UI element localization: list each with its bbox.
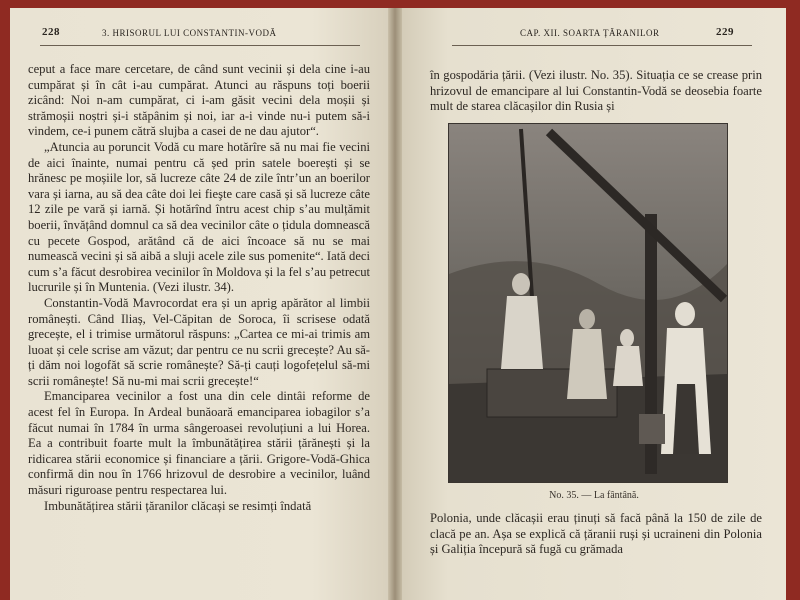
right-page-header <box>424 26 764 42</box>
paragraph: în gospodăria țării. (Vezi ilustr. No. 35). Situația ce se crease prin hrizovul de emancipare al lui Constantin-Vodă se deosebia foarte mult de starea clăcașilor din Rusia și <box>430 68 762 114</box>
left-page-body <box>28 62 370 514</box>
figure-photo <box>448 123 728 483</box>
right-page-bottom-text <box>430 511 762 558</box>
well-scene-illustration <box>449 124 727 482</box>
right-running-head: CAP. XII. SOARTA ȚĂRANILOR <box>520 28 660 38</box>
right-page-top-text <box>430 68 762 115</box>
left-page-header <box>32 26 366 42</box>
paragraph: „Atuncia au poruncit Vodă cu mare hotărîre să nu mai fie vecini de aici înainte, numai pentru că șed prin satele boerești și se hrănesc pe moșiile lor, să lucreze câte 24 de zile într’un an boerilor vara și iarna, au să dea câte doi lei fieşte care casă și să lucreze câte 12 zile pe vară și iarnă. Și hotărînd întru acest chip s’au mulțămit boerii, învățând domnul ca să dea vecinilor câte o țidula domnească cu pecete Gospod, arătând că de aici încoace să nu se mai numească vecini și să aibă a sluji acele zile sus pomenite“. Iată deci cum s’a făcut desrobirea vecinilor în Moldova și la fel s’au petrecut lucrurile și în Muntenia. (Vezi ilustr. 34). <box>28 139 370 295</box>
book-gutter <box>388 8 402 600</box>
left-page <box>10 8 388 600</box>
paragraph: Imbunătățirea stării țăranilor clăcași se resimți îndată <box>44 498 312 513</box>
paragraph: ceput a face mare cercetare, de când sunt vecinii și dela cine i-au cumpărat și în cât i-au cumpărat. Atunci au răspuns toți boerii zicând: Noi n-am cumpărat, ci i-am găsit vecini dela moșii și strămoșii noștri și-i stăpânim și noi, iar a-i vinde nu-i putem să-i vindem, ce-i punem cătră slujba a casei de ne dau ajutor“. <box>28 62 370 139</box>
right-page-number: 229 <box>716 26 734 38</box>
right-header-rule <box>452 45 752 46</box>
right-page <box>402 8 786 600</box>
left-running-head: 3. HRISORUL LUI CONSTANTIN-VODĂ <box>102 28 277 38</box>
left-page-number: 228 <box>42 26 60 38</box>
paragraph: Emanciparea vecinilor a fost una din cele dintâi reforme de acest fel în Europa. In Ardeal bunăoară emanciparea iobagilor s’a făcut numai în 1784 în urma sângeroasei revoluțiuni a lui Horea. Ea a contribuit foarte mult la îmbunătățirea stării țărănești și la ridicarea stării economice și financiare a țării. Grigore-Vodă-Ghica confirmă din nou în 1766 hrizovul de desrobire a vecinilor, luând măsuri riguroase pentru respectarea lui. <box>28 389 370 498</box>
paragraph: Constantin-Vodă Mavrocordat era și un aprig apărător al limbii românești. Când Iliaș, Vel-Căpitan de Soroca, îi scrisese odată grecește, el i trimise următorul răspuns: „Cartea ce mi-ai trimis am luoat și cele scrise am văzut; dar pentru ce nu scrii grecește? Au să-ți dăm noi logofăt să scrie românește? Să-ți cauți logofețelul să-mi scrii românește! Să nu-mi mai scrii grecește!“ <box>28 295 370 388</box>
left-header-rule <box>40 45 360 46</box>
paragraph: Polonia, unde clăcașii erau ținuți să facă până la 150 de zile de clacă pe an. Așa se explică că țăranii ruși și ucraineni din Polonia și Galiția începură să fugă cu grămada <box>430 511 762 557</box>
figure-caption: No. 35. — La fântână. <box>549 490 639 501</box>
